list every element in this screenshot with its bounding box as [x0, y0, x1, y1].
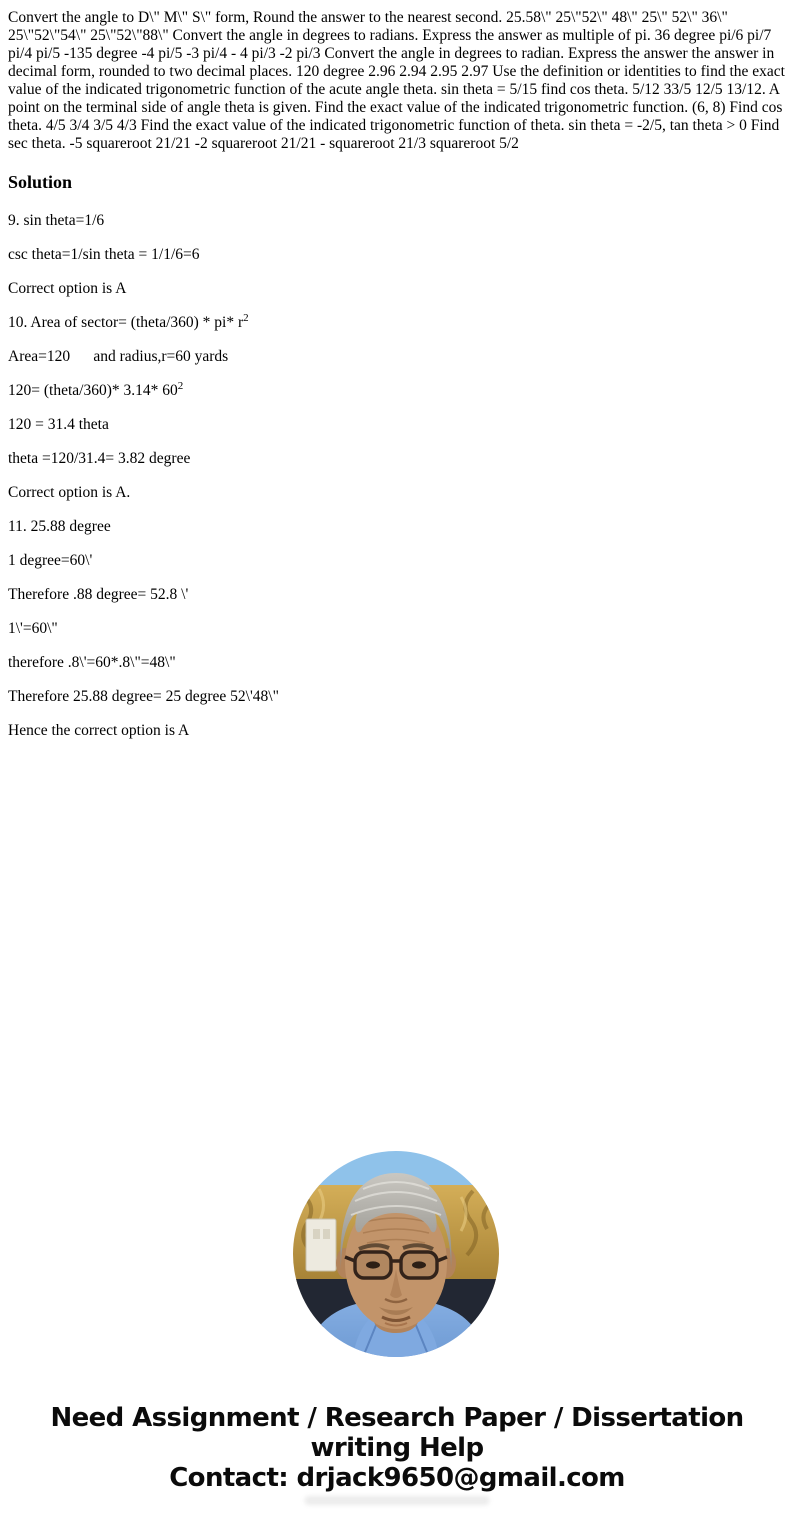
solution-line: Correct option is A — [8, 280, 127, 297]
solution-line: Hence the correct option is A — [8, 722, 190, 739]
solution-section — [8, 172, 786, 756]
solution-line: Therefore .88 degree= 52.8 \' — [8, 586, 189, 603]
contact-email: Contact: drjack9650@gmail.com — [169, 1463, 625, 1493]
solution-line: 1 degree=60\' — [8, 552, 93, 569]
solution-line: therefore .8\'=60*.8\"=48\" — [8, 654, 176, 671]
solution-heading: Solution — [8, 172, 73, 192]
solution-line: csc theta=1/sin theta = 1/1/6=6 — [8, 246, 200, 263]
question-text: Convert the angle to D\" M\" S\" form, Round the answer to the nearest second. 25.58\" 25\"52\" 48\" 25\" 52\" 36\" 25\"52\"54\" 25\"52\"88\" Convert the angle in degrees to radians. Express the answer as multiple of pi. 36 degree pi/6 pi/7 pi/4 pi/5 -135 degree -4 pi/5 -3 pi/4 - 4 pi/3 -2 pi/3 Convert the angle in degrees to radian. Express the answer the answer in decimal form, rounded to two decimal places. 120 degree 2.96 2.94 2.95 2.97 Use the definition or identities to find the exact value of the indicated trigonometric function of the acute angle theta. sin theta = 5/15 find cos theta. 5/12 33/5 12/5 13/12. A point on the terminal side of angle theta is given. Find the exact value of the indicated trigonometric function. (6, 8) Find cos theta. 4/5 3/4 3/5 4/3 Find the exact value of the indicated trigonometric function of theta. sin theta = -2/5, tan theta > 0 Find sec theta. -5 squareroot 21/21 -2 squareroot 21/21 - squareroot 21/3 squareroot 5/2 — [8, 9, 785, 152]
footer-ad-line1: Need Assignment / Research Paper / Dissertation — [50, 1403, 744, 1433]
solution-line: Area=120 and radius,r=60 yards — [8, 348, 229, 365]
solution-line: Correct option is A. — [8, 484, 131, 501]
footer-ad — [0, 1403, 794, 1493]
faint-watermark-smudge — [305, 1496, 490, 1505]
solution-line: 120= (theta/360)* 3.14* $60^2$ — [8, 379, 184, 399]
footer-ad-line2: writing Help — [310, 1433, 484, 1463]
solution-line: 11. 25.88 degree — [8, 518, 111, 535]
solution-line: 120 = 31.4 theta — [8, 416, 109, 433]
solution-line: theta =120/31.4= 3.82 degree — [8, 450, 191, 467]
tutor-photo-illustration — [293, 1151, 499, 1357]
tutor-photo — [293, 1151, 499, 1357]
solution-line: 9. sin theta=1/6 — [8, 212, 105, 229]
solution-line: Therefore 25.88 degree= 25 degree 52\'48\" — [8, 688, 279, 705]
solution-line: 10. Area of sector= (theta/360) * pi* $r^2$ — [8, 311, 249, 331]
solution-line: 1\'=60\" — [8, 620, 58, 637]
